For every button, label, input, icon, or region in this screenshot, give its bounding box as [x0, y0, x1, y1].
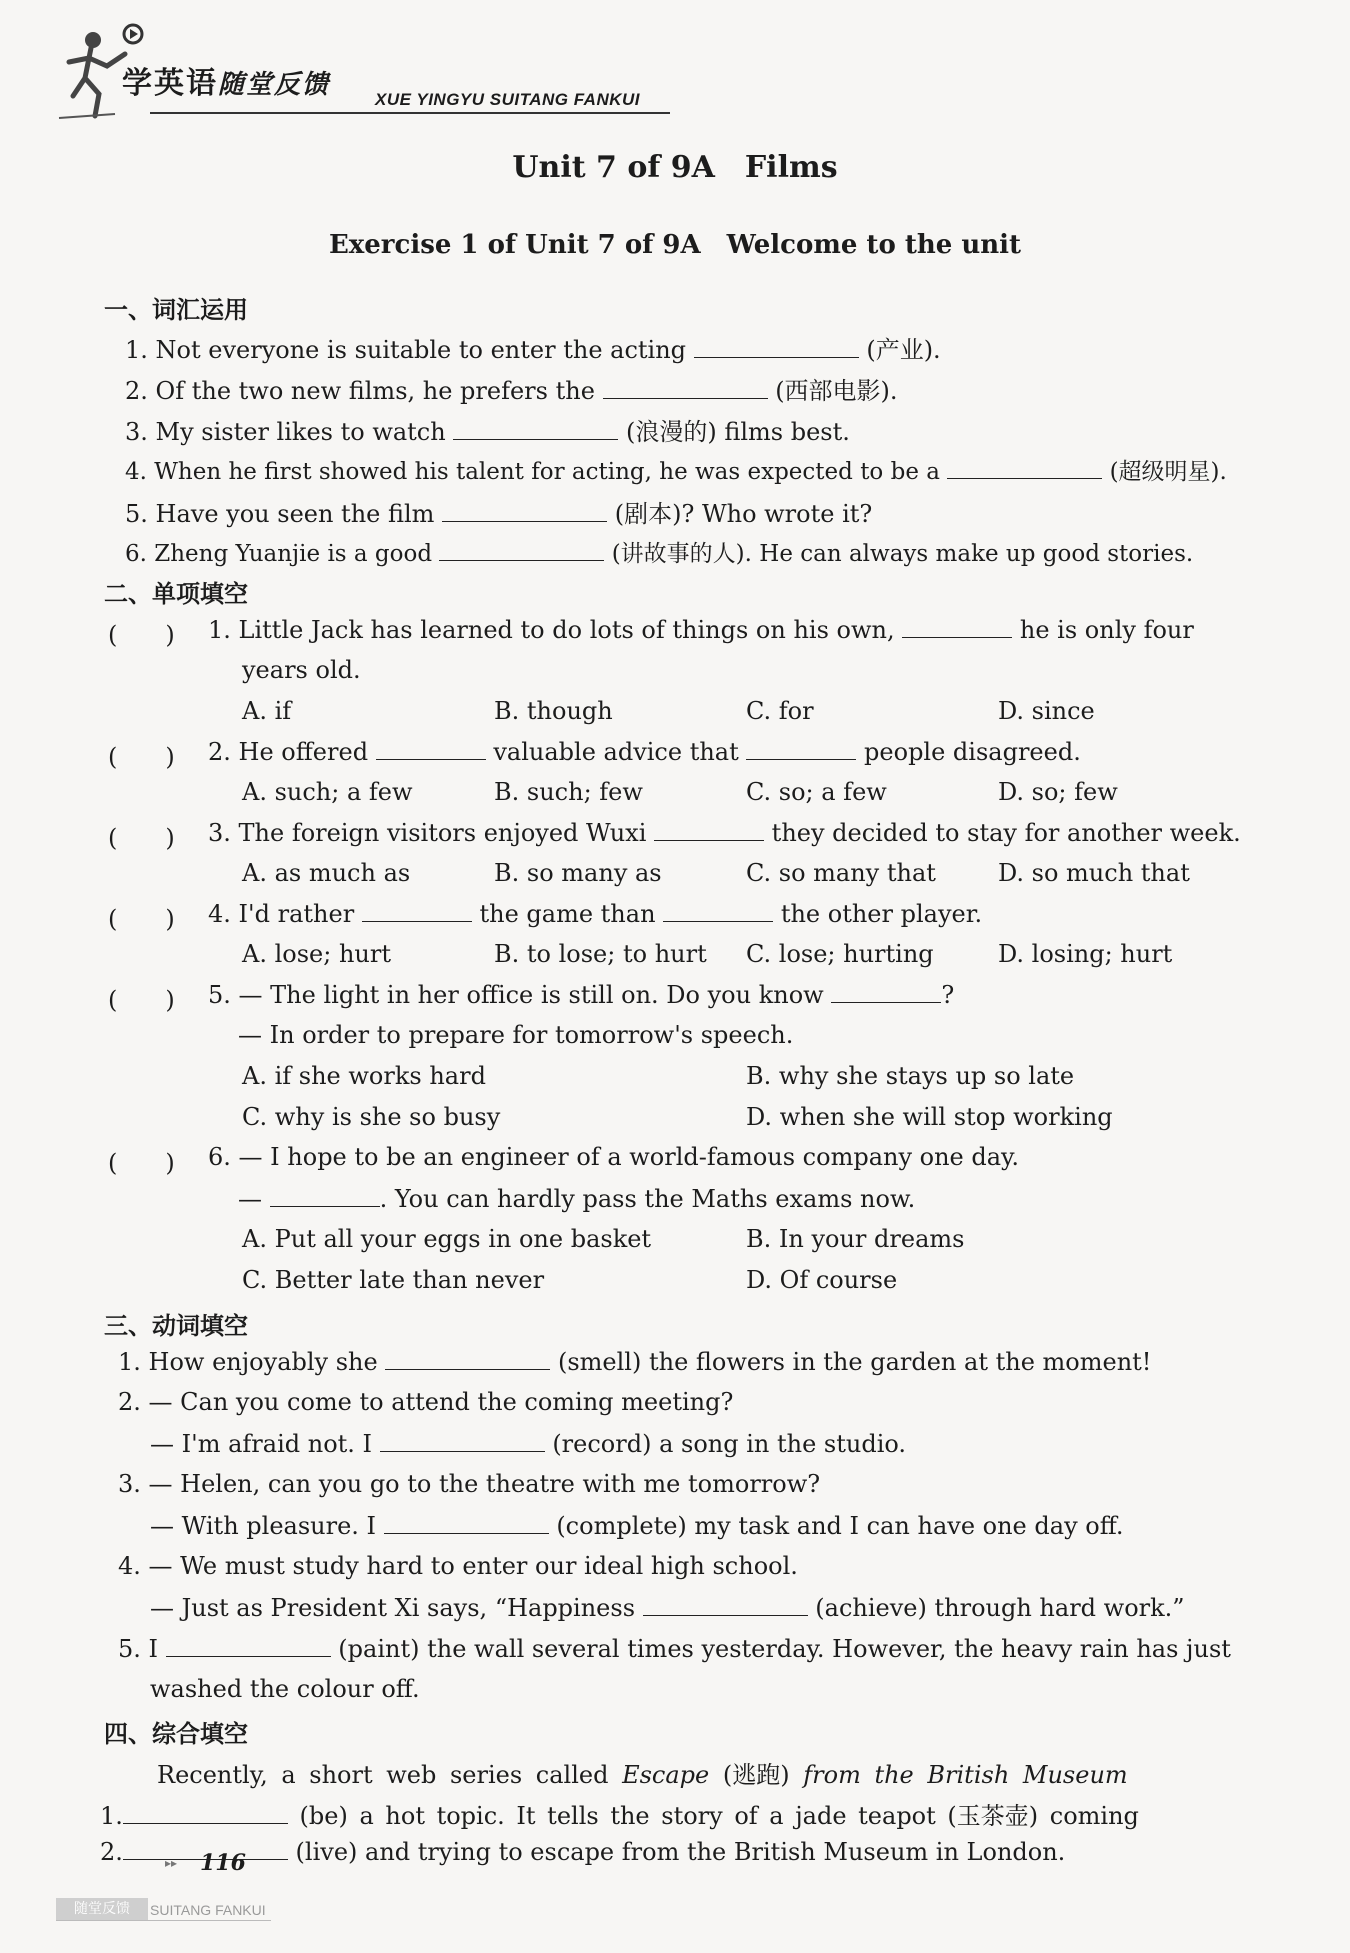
- mc-question-1-cont: years old.: [242, 656, 361, 684]
- option-d[interactable]: D. when she will stop working: [746, 1103, 1113, 1131]
- footer-badge: 随堂反馈: [56, 1898, 148, 1920]
- option-b[interactable]: B. why she stays up so late: [746, 1062, 1075, 1090]
- option-c[interactable]: C. lose; hurting: [746, 940, 934, 968]
- footer-arrows-icon: ▸▸: [165, 1856, 178, 1870]
- mc-question-4: 4. I'd rather the game than the other player.: [208, 900, 983, 928]
- cloze-line-1: Recently, a short web series called Escape (逃跑) from the British Museum: [157, 1761, 1128, 1789]
- answer-blank[interactable]: [376, 737, 486, 760]
- answer-bracket[interactable]: ( ): [108, 824, 175, 852]
- option-d[interactable]: D. Of course: [746, 1266, 898, 1294]
- answer-blank[interactable]: [384, 1511, 549, 1534]
- header-title-cn: 学英语随堂反馈: [122, 66, 331, 101]
- s1-item-5: 5. Have you seen the film (剧本)? Who wrote it?: [125, 500, 873, 528]
- option-b[interactable]: B. though: [494, 697, 613, 725]
- option-c[interactable]: C. so many that: [746, 859, 936, 887]
- s1-item-3: 3. My sister likes to watch (浪漫的) films best.: [125, 418, 850, 446]
- s3-item-2: 2. — Can you come to attend the coming meeting?: [118, 1388, 734, 1416]
- option-d[interactable]: D. losing; hurt: [998, 940, 1173, 968]
- answer-blank[interactable]: [902, 615, 1012, 638]
- footer-divider: [56, 1920, 271, 1921]
- option-d[interactable]: D. so; few: [998, 778, 1118, 806]
- answer-blank[interactable]: [123, 1801, 288, 1824]
- s3-item-5: 5. I (paint) the wall several times yesterday. However, the heavy rain has just: [118, 1635, 1231, 1663]
- s3-item-5-cont: washed the colour off.: [150, 1675, 420, 1703]
- cloze-line-2: 1. (be) a hot topic. It tells the story of a jade teapot (玉茶壶) coming: [100, 1802, 1139, 1830]
- option-a[interactable]: A. as much as: [242, 859, 411, 887]
- header-title-pinyin: XUE YINGYU SUITANG FANKUI: [375, 90, 641, 109]
- option-c[interactable]: C. why is she so busy: [242, 1103, 501, 1131]
- answer-bracket[interactable]: ( ): [108, 905, 175, 933]
- header-divider: [150, 112, 670, 114]
- section4-heading: 四、综合填空: [104, 1720, 248, 1748]
- page-title: Unit 7 of 9A Films: [512, 150, 838, 185]
- option-b[interactable]: B. to lose; to hurt: [494, 940, 707, 968]
- s1-item-2: 2. Of the two new films, he prefers the (西部电影).: [125, 377, 898, 405]
- answer-blank[interactable]: [439, 538, 604, 561]
- section3-heading: 三、动词填空: [104, 1312, 248, 1340]
- mc-question-1: 1. Little Jack has learned to do lots of things on his own, he is only four: [208, 616, 1194, 644]
- answer-blank[interactable]: [643, 1593, 808, 1616]
- option-d[interactable]: D. since: [998, 697, 1095, 725]
- s3-item-2-reply: — I'm afraid not. I (record) a song in the studio.: [150, 1430, 907, 1458]
- section2-heading: 二、单项填空: [104, 580, 248, 608]
- s1-item-6: 6. Zheng Yuanjie is a good (讲故事的人). He can always make up good stories.: [125, 535, 1193, 568]
- mc-question-3: 3. The foreign visitors enjoyed Wuxi they decided to stay for another week.: [208, 819, 1241, 847]
- s3-item-1: 1. How enjoyably she (smell) the flowers in the garden at the moment!: [118, 1348, 1152, 1376]
- answer-blank[interactable]: [603, 376, 768, 399]
- answer-blank[interactable]: [694, 335, 859, 358]
- answer-bracket[interactable]: ( ): [108, 986, 175, 1014]
- option-a[interactable]: A. Put all your eggs in one basket: [242, 1225, 652, 1253]
- answer-bracket[interactable]: ( ): [108, 621, 175, 649]
- option-b[interactable]: B. In your dreams: [746, 1225, 965, 1253]
- answer-blank[interactable]: [362, 899, 472, 922]
- option-a[interactable]: A. such; a few: [242, 778, 413, 806]
- answer-blank[interactable]: [831, 980, 941, 1003]
- option-d[interactable]: D. so much that: [998, 859, 1190, 887]
- option-c[interactable]: C. so; a few: [746, 778, 887, 806]
- answer-blank[interactable]: [947, 456, 1102, 479]
- option-b[interactable]: B. so many as: [494, 859, 662, 887]
- page-number: 116: [200, 1850, 246, 1876]
- s1-item-1: 1. Not everyone is suitable to enter the acting (产业).: [125, 336, 941, 364]
- answer-blank[interactable]: [385, 1347, 550, 1370]
- option-a[interactable]: A. if she works hard: [242, 1062, 486, 1090]
- mc-question-6-reply: — . You can hardly pass the Maths exams now.: [238, 1185, 916, 1213]
- answer-blank[interactable]: [166, 1634, 331, 1657]
- answer-blank[interactable]: [654, 818, 764, 841]
- s3-item-3-reply: — With pleasure. I (complete) my task and I can have one day off.: [150, 1512, 1124, 1540]
- answer-bracket[interactable]: ( ): [108, 743, 175, 771]
- answer-blank[interactable]: [380, 1429, 545, 1452]
- answer-blank[interactable]: [442, 499, 607, 522]
- exercise-subtitle: Exercise 1 of Unit 7 of 9A Welcome to the unit: [328, 230, 1022, 260]
- answer-blank[interactable]: [746, 737, 856, 760]
- answer-blank[interactable]: [663, 899, 773, 922]
- answer-bracket[interactable]: ( ): [108, 1149, 175, 1177]
- mc-question-2: 2. He offered valuable advice that people disagreed.: [208, 738, 1081, 766]
- footer-pinyin: SUITANG FANKUI: [150, 1902, 266, 1918]
- mc-question-5: 5. — The light in her office is still on. Do you know ?: [208, 981, 955, 1009]
- s3-item-3: 3. — Helen, can you go to the theatre with me tomorrow?: [118, 1470, 821, 1498]
- s1-item-4: 4. When he first showed his talent for acting, he was expected to be a (超级明星).: [125, 453, 1227, 486]
- s3-item-4: 4. — We must study hard to enter our ideal high school.: [118, 1552, 798, 1580]
- option-c[interactable]: C. for: [746, 697, 814, 725]
- option-a[interactable]: A. lose; hurt: [242, 940, 391, 968]
- mc-question-6: 6. — I hope to be an engineer of a world-famous company one day.: [208, 1143, 1020, 1171]
- cloze-line-3: 2. (live) and trying to escape from the British Museum in London.: [100, 1838, 1066, 1866]
- option-c[interactable]: C. Better late than never: [242, 1266, 545, 1294]
- s3-item-4-reply: — Just as President Xi says, “Happiness (achieve) through hard work.”: [150, 1594, 1185, 1622]
- answer-blank[interactable]: [453, 417, 618, 440]
- option-a[interactable]: A. if: [242, 697, 292, 725]
- mc-question-5-reply: — In order to prepare for tomorrow's speech.: [238, 1021, 794, 1049]
- section1-heading: 一、词汇运用: [104, 296, 248, 324]
- option-b[interactable]: B. such; few: [494, 778, 643, 806]
- answer-blank[interactable]: [270, 1184, 380, 1207]
